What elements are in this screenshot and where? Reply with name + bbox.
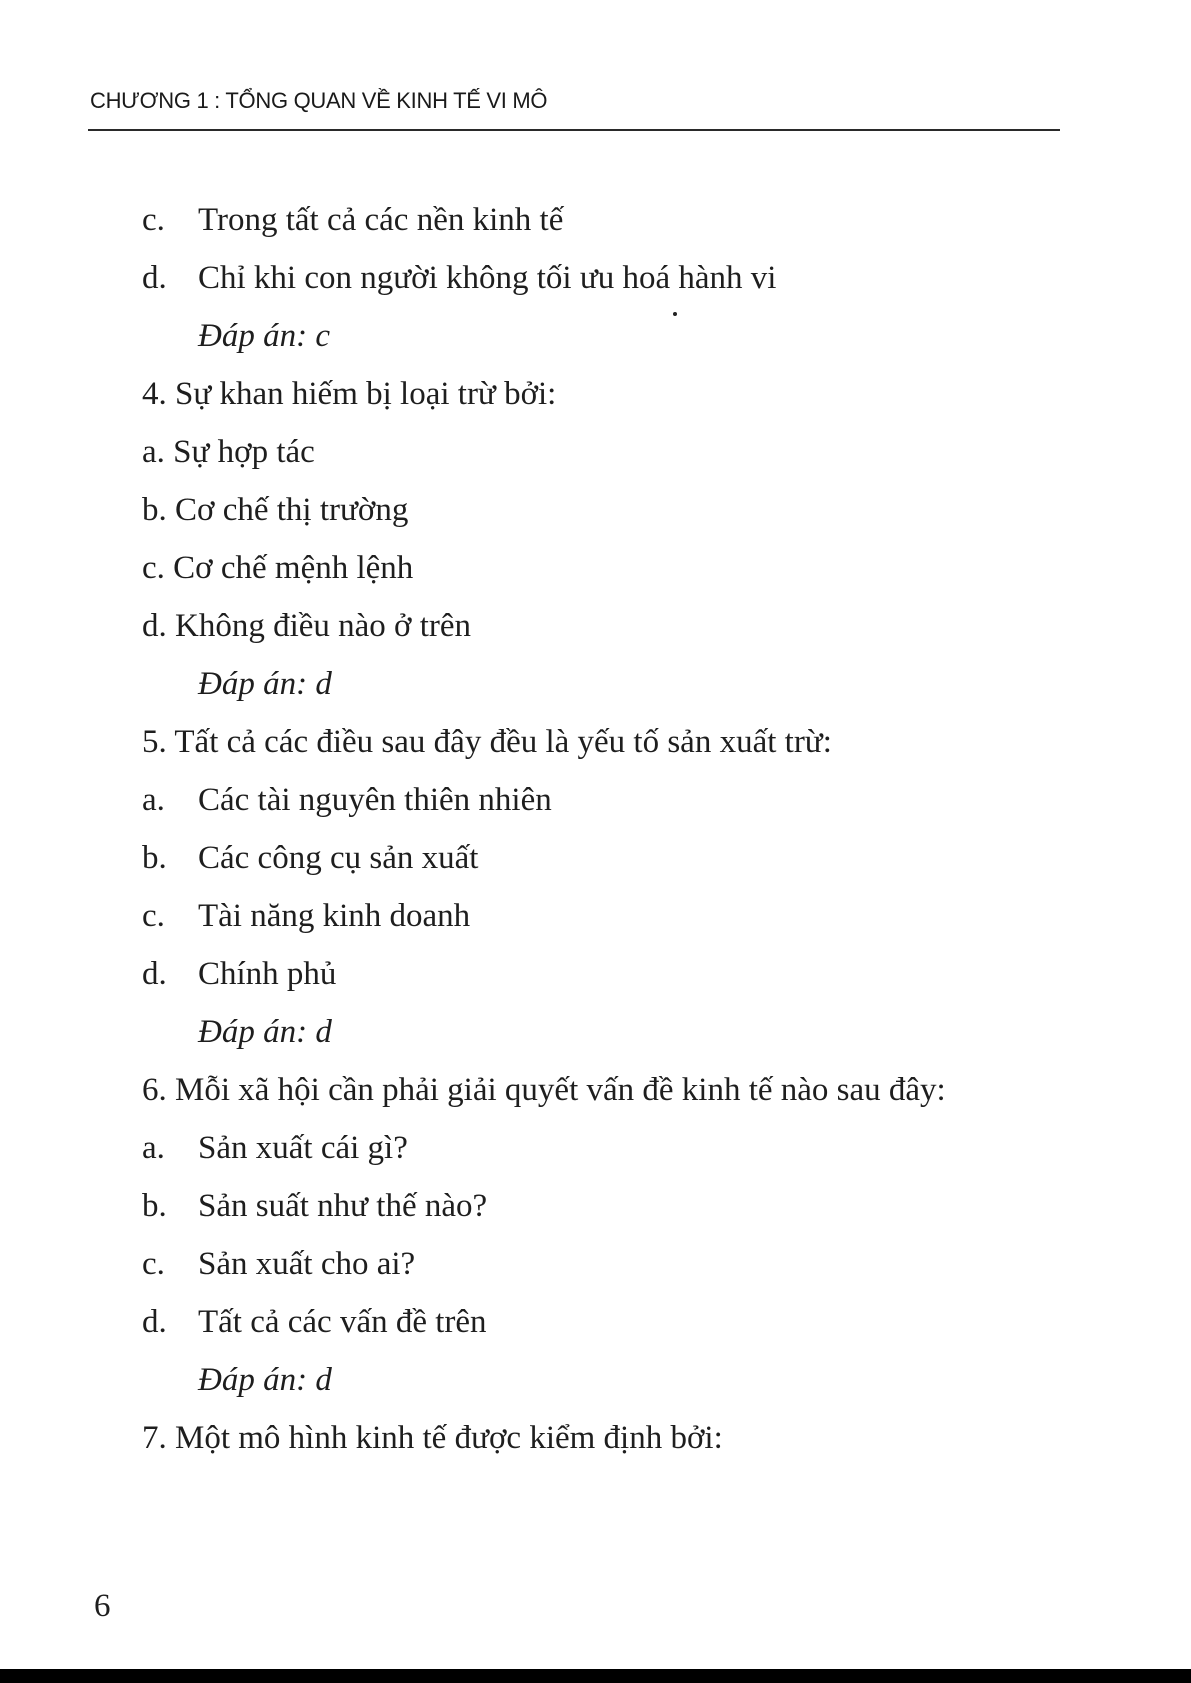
option-letter: a.: [142, 1130, 165, 1166]
option-text: Chính phủ: [198, 956, 337, 992]
option-text: Các tài nguyên thiên nhiên: [198, 782, 552, 818]
q4-question: 4. Sự khan hiếm bị loại trừ bởi:: [142, 376, 557, 412]
q5-option-b: [142, 838, 478, 878]
scan-speck: [673, 312, 677, 316]
option-letter: c.: [142, 1246, 165, 1282]
option-letter: c.: [142, 898, 165, 934]
q3-answer: Đáp án: c: [198, 318, 330, 354]
q3-option-c: [142, 200, 563, 240]
q5-option-c: [142, 896, 470, 936]
option-letter: b.: [142, 1188, 167, 1224]
q5-answer: Đáp án: d: [198, 1014, 332, 1050]
q4-option-b: b. Cơ chế thị trường: [142, 492, 409, 528]
q6-answer: Đáp án: d: [198, 1362, 332, 1398]
option-text: Sản xuất cái gì?: [198, 1130, 408, 1166]
q6-option-b: [142, 1186, 487, 1226]
option-text: Sản xuất cho ai?: [198, 1246, 416, 1282]
option-letter: a.: [142, 782, 165, 818]
option-letter: d.: [142, 1304, 167, 1340]
option-letter: c.: [142, 202, 165, 238]
q5-option-d: [142, 954, 336, 994]
option-letter: b.: [142, 840, 167, 876]
option-text: Tất cả các vấn đề trên: [198, 1304, 487, 1340]
q3-option-d: [142, 258, 776, 298]
q6-question: 6. Mỗi xã hội cần phải giải quyết vấn đề kinh tế nào sau đây:: [142, 1072, 946, 1108]
q4-option-d: d. Không điều nào ở trên: [142, 608, 472, 644]
q4-answer: Đáp án: d: [198, 666, 332, 702]
option-letter: d.: [142, 260, 167, 296]
option-letter: d.: [142, 956, 167, 992]
header-rule: [88, 129, 1060, 131]
page-number: 6: [94, 1588, 111, 1624]
q5-option-a: [142, 780, 552, 820]
option-text: Trong tất cả các nền kinh tế: [198, 202, 564, 238]
option-text: Sản suất như thế nào?: [198, 1188, 488, 1224]
q5-question: 5. Tất cả các điều sau đây đều là yếu tố sản xuất trừ:: [142, 724, 832, 760]
q7-question: 7. Một mô hình kinh tế được kiểm định bởi:: [142, 1420, 723, 1456]
scan-bottom-edge: [0, 1669, 1191, 1683]
option-text: Tài năng kinh doanh: [198, 898, 471, 934]
option-text: Các công cụ sản xuất: [198, 840, 479, 876]
q4-option-a: a. Sự hợp tác: [142, 434, 315, 470]
option-text: Chỉ khi con người không tối ưu hoá hành vi: [198, 260, 777, 296]
q6-option-d: [142, 1302, 487, 1342]
q4-option-c: c. Cơ chế mệnh lệnh: [142, 550, 414, 586]
running-header: CHƯƠNG 1 : TỔNG QUAN VỀ KINH TẾ VI MÔ: [90, 88, 548, 113]
q6-option-a: [142, 1128, 408, 1168]
q6-option-c: [142, 1244, 415, 1284]
